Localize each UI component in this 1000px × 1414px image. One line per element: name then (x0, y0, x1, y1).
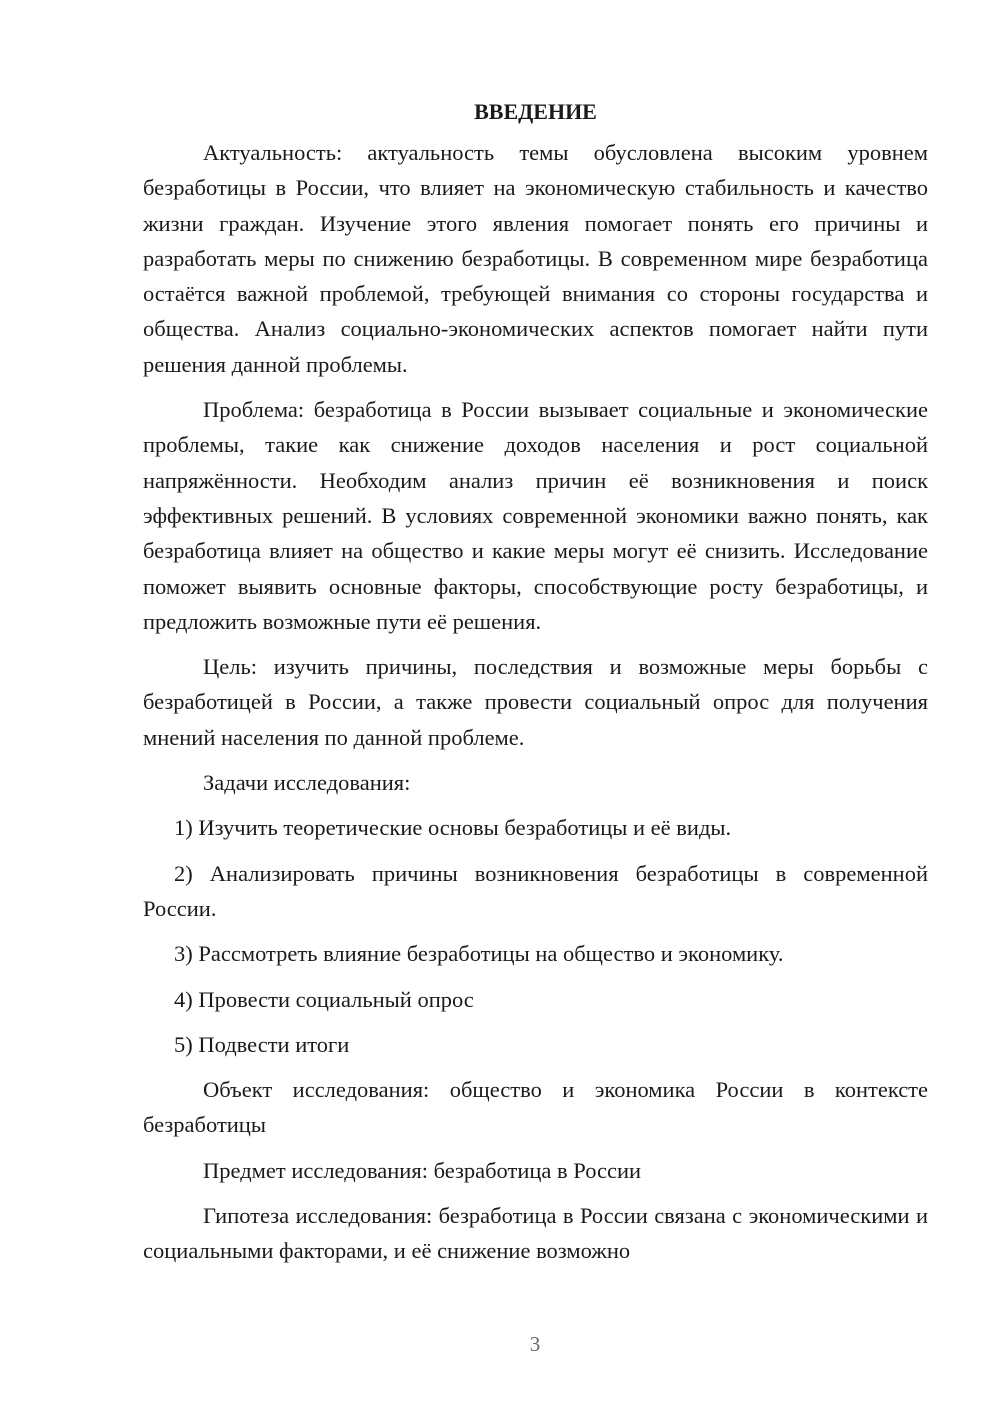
page-content (143, 94, 928, 1279)
relevance-paragraph: Актуальность: актуальность темы обусловлена высоким уровнем безработицы в России, что влияет на экономическую стабильность и качество жизни граждан. Изучение этого явления помогает понять его причины и разработать меры по снижению безработицы. В современном мире безработица остаётся важной проблемой, требующей внимания со стороны государства и общества. Анализ социально-экономических аспектов помогает найти пути решения данной проблемы. (143, 140, 928, 377)
task-item-3: 3) Рассмотреть влияние безработицы на общество и экономику. (174, 941, 784, 967)
section-heading: ВВЕДЕНИЕ (474, 99, 597, 124)
task-item-5: 5) Подвести итоги (174, 1031, 350, 1057)
subject-paragraph: Предмет исследования: безработица в России (203, 1157, 642, 1183)
object-paragraph: Объект исследования: общество и экономика России в контексте безработицы (143, 1077, 928, 1138)
hypothesis-paragraph: Гипотеза исследования: безработица в России связана с экономическими и социальными факторами, и её снижение возможно (143, 1203, 928, 1264)
tasks-heading: Задачи исследования: (203, 770, 411, 796)
goal-paragraph: Цель: изучить причины, последствия и возможные меры борьбы с безработицей в России, а также провести социальный опрос для получения мнений населения по данной проблеме. (143, 654, 928, 750)
problem-paragraph: Проблема: безработица в России вызывает социальные и экономические проблемы, такие как снижение доходов населения и рост социальной напряжённости. Необходим анализ причин её возникновения и поиск эффективных решений. В условиях современной экономики важно понять, как безработица влияет на общество и какие меры могут её снизить. Исследование поможет выявить основные факторы, способствующие росту безработицы, и предложить возможные пути её решения. (143, 397, 928, 634)
task-item-2: 2) Анализировать причины возникновения безработицы в современной России. (143, 860, 928, 921)
task-item-4: 4) Провести социальный опрос (174, 986, 474, 1012)
page-number: 3 (529, 1332, 541, 1356)
task-item-1: 1) Изучить теоретические основы безработицы и её виды. (174, 815, 732, 841)
